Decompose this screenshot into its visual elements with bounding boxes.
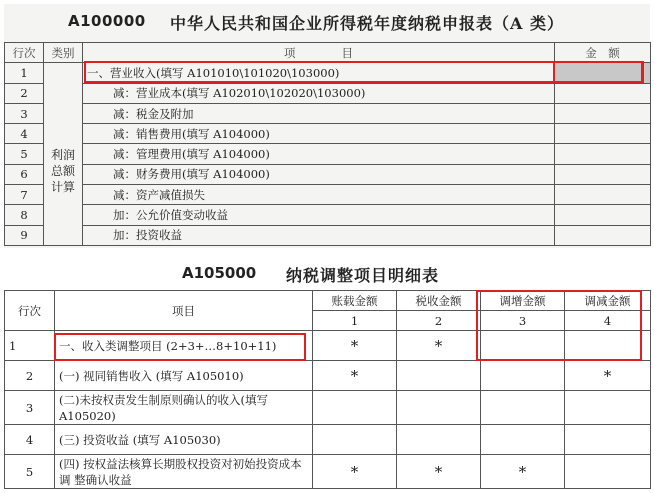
decrease-amount-cell[interactable] [565, 455, 651, 489]
amount-cell[interactable] [555, 225, 651, 245]
table-row [5, 361, 651, 391]
amount-cell[interactable] [555, 124, 651, 144]
table-row [5, 124, 651, 144]
row-number: 4 [5, 124, 44, 144]
increase-amount-cell[interactable] [481, 331, 565, 361]
table-row [5, 63, 651, 83]
tax-amount-cell[interactable] [397, 425, 481, 455]
row-item: 减：财务费用(填写 A104000) [83, 164, 555, 184]
table-header-row [5, 43, 651, 63]
row-number: 1 [5, 331, 55, 361]
form-title-bar [4, 4, 650, 40]
header-col-4: 4 [565, 311, 651, 331]
row-item: 减：资产减值损失 [83, 185, 555, 205]
header-col-3: 3 [481, 311, 565, 331]
amount-cell[interactable] [555, 144, 651, 164]
amount-cell[interactable] [555, 205, 651, 225]
table-row [5, 164, 651, 184]
form-title: 中华人民共和国企业所得税年度纳税申报表（A 类） [170, 14, 564, 33]
row-number: 8 [5, 205, 44, 225]
tax-amount-cell[interactable]: * [397, 331, 481, 361]
header-amount: 金 额 [555, 43, 651, 63]
decrease-amount-cell[interactable] [565, 425, 651, 455]
table-header-row [5, 291, 651, 311]
decrease-amount-cell[interactable] [565, 391, 651, 425]
row-number: 6 [5, 164, 44, 184]
book-amount-cell[interactable]: * [313, 361, 397, 391]
header-increase-amount: 调增金额 [481, 291, 565, 311]
table-row [5, 83, 651, 103]
row-item: (四) 按权益法核算长期股权投资对初始投资成本调 整确认收益 [55, 455, 313, 489]
table-row [5, 331, 651, 361]
decrease-amount-cell[interactable]: * [565, 361, 651, 391]
row-item: (二)未按权责发生制原则确认的收入(填写A105020) [55, 391, 313, 425]
header-item: 项 目 [83, 43, 555, 63]
table-row [5, 103, 651, 123]
header-book-amount: 账载金额 [313, 291, 397, 311]
form-code: A105000 [182, 264, 257, 282]
header-row-no: 行次 [5, 43, 44, 63]
form-title: 纳税调整项目明细表 [286, 266, 440, 285]
tax-adjustment-table [4, 290, 651, 489]
form-code: A100000 [68, 12, 146, 30]
header-decrease-amount: 调减金额 [565, 291, 651, 311]
row-number: 2 [5, 361, 55, 391]
table-row [5, 144, 651, 164]
row-number: 9 [5, 225, 44, 245]
header-col-1: 1 [313, 311, 397, 331]
table-row [5, 455, 651, 489]
form-title-bar [4, 254, 650, 288]
row-number: 7 [5, 185, 44, 205]
row-item: 加：投资收益 [83, 225, 555, 245]
increase-amount-cell[interactable] [481, 361, 565, 391]
header-col-2: 2 [397, 311, 481, 331]
header-category: 类别 [44, 43, 83, 63]
table-row [5, 425, 651, 455]
tax-return-table [4, 42, 651, 246]
book-amount-cell[interactable] [313, 425, 397, 455]
amount-cell[interactable] [555, 63, 651, 83]
table-row [5, 205, 651, 225]
form-a100000 [4, 4, 650, 248]
amount-cell[interactable] [555, 83, 651, 103]
amount-cell[interactable] [555, 185, 651, 205]
row-item: 加：公允价值变动收益 [83, 205, 555, 225]
category-label: 利润总额计算 [50, 148, 75, 195]
header-tax-amount: 税收金额 [397, 291, 481, 311]
row-item: 减：销售费用(填写 A104000) [83, 124, 555, 144]
tax-amount-cell[interactable] [397, 391, 481, 425]
row-number: 3 [5, 103, 44, 123]
category-cell [44, 63, 83, 246]
header-item: 项目 [55, 291, 313, 331]
amount-cell[interactable] [555, 164, 651, 184]
row-number: 5 [5, 144, 44, 164]
increase-amount-cell[interactable] [481, 425, 565, 455]
tax-amount-cell[interactable]: * [397, 455, 481, 489]
book-amount-cell[interactable]: * [313, 331, 397, 361]
row-item: 减：营业成本(填写 A102010\102020\103000) [83, 83, 555, 103]
form-a105000 [4, 254, 650, 490]
row-item: 一、收入类调整项目 (2+3+…8+10+11) [55, 331, 313, 361]
book-amount-cell[interactable] [313, 391, 397, 425]
row-item: 减：税金及附加 [83, 103, 555, 123]
decrease-amount-cell[interactable] [565, 331, 651, 361]
increase-amount-cell[interactable] [481, 391, 565, 425]
row-item: (三) 投资收益 (填写 A105030) [55, 425, 313, 455]
row-item: (一) 视同销售收入 (填写 A105010) [55, 361, 313, 391]
table-row [5, 185, 651, 205]
book-amount-cell[interactable]: * [313, 455, 397, 489]
increase-amount-cell[interactable]: * [481, 455, 565, 489]
table-row [5, 391, 651, 425]
row-number: 5 [5, 455, 55, 489]
row-number: 3 [5, 391, 55, 425]
amount-cell[interactable] [555, 103, 651, 123]
table-row [5, 225, 651, 245]
row-item: 一、营业收入(填写 A101010\101020\103000) [83, 63, 555, 83]
row-number: 2 [5, 83, 44, 103]
tax-amount-cell[interactable] [397, 361, 481, 391]
row-item: 减：管理费用(填写 A104000) [83, 144, 555, 164]
row-number: 1 [5, 63, 44, 83]
row-number: 4 [5, 425, 55, 455]
header-row-no: 行次 [5, 291, 55, 331]
